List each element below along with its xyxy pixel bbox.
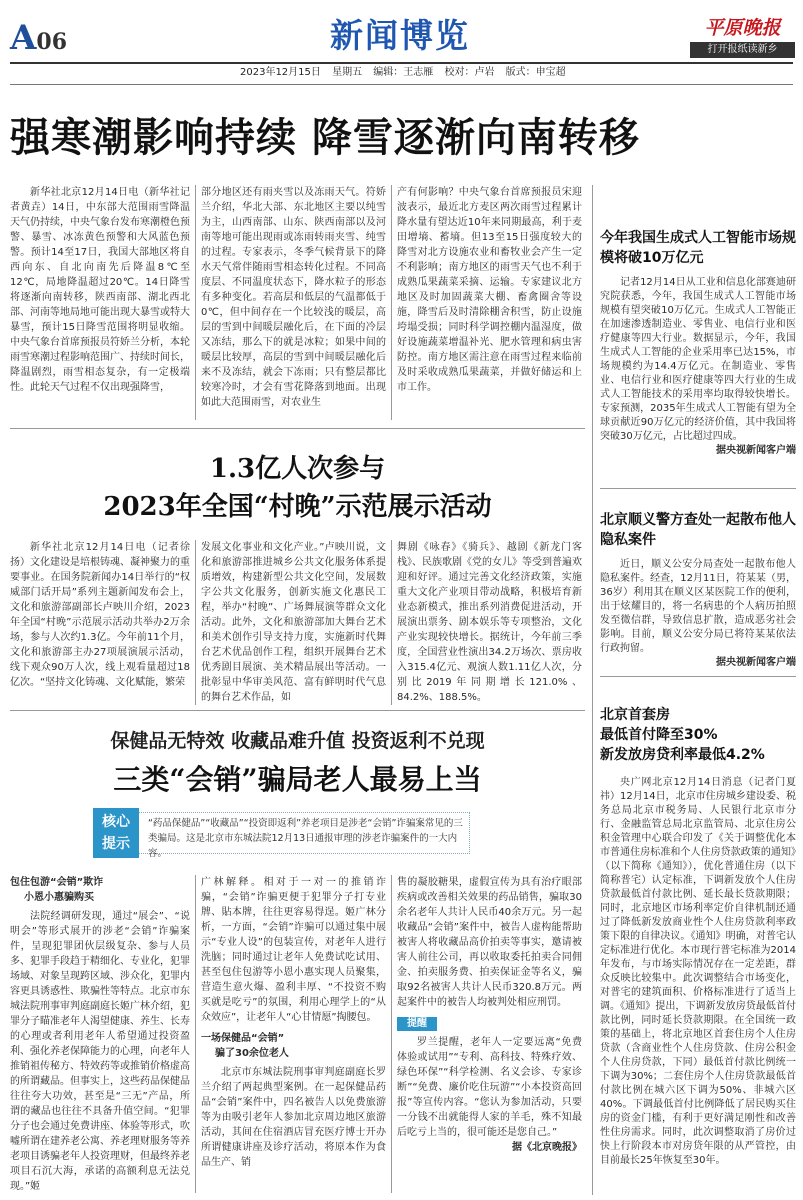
fraud-article-col-2: 广林解释。相对于一对一的推销诈骗，“会销”诈骗更便于犯罪分子打专业牌、貼本牌，往往更容易得逞。姬广林分析，一方面，“会销”诈骗可以通过集中展示“专业人设”的包装宣传，对老年人进行洗脑；同时通过让老年人免费试吃试用、甚至包住包游等小恩小惠实现人员聚集，营造生意火爆、盈利丰厚、“不投资不购买就是吃亏”的氛围，利用心理学上的“从众效应”，让老年人“心甘情愿”掏腰包。 一场保健品“会销” 骗了30余位老人 北京市东城法院刑事审判庭副庭长罗兰介绍了两起典型案例。在一起保健品药品“会销”案件中，四名被告人以免费旅游等为由吸引老年人参加北京周边地区旅游活动，其间在住宿酒店冒充医疗博士开办所谓健康讲座及诊疗活动，将原本作为食品生产、销 <box>201 877 386 1168</box>
ai-market-credit: 据央视新闻客户端 <box>716 445 796 456</box>
issue-date: 2023年12月15日 <box>240 67 321 78</box>
page-number: A06 <box>10 18 68 58</box>
core-tip-label: 核心 提示 <box>93 808 139 858</box>
fraud-article-col-3: 售的凝胶糖果，虚假宣传为具有治疗眼部疾病或改善相关效果的药品销售，骗取30余名老年人共计人民币40余万元。另一起收藏品“会销”案件中，被告人虚构能帮助被害人将收藏品高价拍卖等事实，邀请被害人前往公司，再以收取委托拍卖合同佣金、拍卖服务费、拍卖保证金等名义，骗取92名被害人共计人民币320.8万元。两起案件中的被告人均被判处相应刑罚。 提醒 罗兰提醒，老年人一定要远离“免费体验或试用”“专利、高科技、特殊疗效、绿色环保”“科学检测、名义会诊、专家诊断”“免费、廉价吃住玩游”“小本投资高回报”等宣传内容。“您认为参加活动，只要一分钱不出就能得人家的羊毛，殊不知最后吃亏上当的，很可能还是您自己。” 据《北京晚报》 <box>397 877 582 1153</box>
fraud-subhead-4: 骗了30余位老人 <box>215 1048 289 1059</box>
housing-body: 央广网北京12月14日消息（记者门夏祎）12月14日，北京市住房城乡建设委、税务总局北京市税务局、人民银行北京市分行、金融监管总局北京监管局、北京住房公积金管理中心联合印发了《关于调整优化本市普通住房标准和个人住房贷款政策的通知》（以下简称《通知》），优化普通住房（以下简称普宅）认定标准，下调新发放个人住房贷款最低首付款比例、延长最长贷款期限；同时，北京地区市场利率定价自律机制还通过了降低新发放商业性个人住房贷款利率政策下限的自律决议。《通知》明确，对普宅认定标准进行优化。本市现行普宅标准为2014年发布，与市场实际情况存在一定差距，群众反映比较集中。此次调整结合市场变化，对普宅的建筑面积、价格标准进行了适当上调。《通知》提出，下调新发放房贷最低首付款比例，同时延长贷款期限。在全国统一政策的基础上，将北京地区首套住房个人住房贷款（含商业性个人住房贷款、住房公积金个人住房贷款，下同）最低首付款比例统一下调为30%；二套住房个人住房贷款最低首付款比例在城六区下调为50%、非城六区40%。下调最低首付比例降低了居民购买住房的资金门槛，有利于更好满足刚性和改善性住房需求。同时，此次调整取消了房价过快上行阶段本市对房贷年限的从严管控，由目前最长25年恢复至30年。 <box>600 777 796 1166</box>
police-credit: 据央视新闻客户端 <box>716 657 796 668</box>
fraud-title: 三类“会销”骗局老人最易上当 <box>113 763 482 796</box>
fraud-subhead-2: 小恩小惠骗购买 <box>24 892 94 903</box>
village-title-line-1: 1.3亿人次参与 <box>209 454 386 484</box>
sidebar-rule <box>600 488 796 489</box>
issue-weekday: 星期五 <box>332 67 363 78</box>
ai-market-body: 记者12月14日从工业和信息化部赛迪研究院获悉，今年，我国生成式人工智能市场规模有望突破10万亿元。生成式人工智能正在加速渗透制造业、零售业、电信行业和医疗健康等四大行业。数据显示，今年，我国生成式人工智能的企业采用率已达15%，市场规模约为14.4万亿元。在制造业、零售业、电信行业和医疗健康等四大行业的生成式人工智能技术的采用率均取得较快增长。专家预测，2035年生成式人工智能有望为全球贡献近90万亿元的经济价值，其中我国将突破30万亿元，占比超过四成。 据央视新闻客户端 <box>600 277 796 456</box>
village-article-col-2: 发展文化事业和文化产业。”卢映川说，文化和旅游部推进城乡公共文化服务体系提质增效，构建新型公共文化空间，发展数字公共文化服务，创新实施文化惠民工程，举办“村晚”、广场舞展演等群众文化活动。此外，文化和旅游部加大舞台艺术和美术创作引导支持力度，实施新时代舞台艺术优品创作工程，组织开展舞台艺术优秀剧目展演、美术精品展出等活动。一批彰显中华审美风范、富有鲜明时代气息的舞台艺术作品，如 <box>201 542 386 703</box>
fraud-credit: 据《北京晚报》 <box>512 1142 582 1153</box>
dateline <box>240 66 574 80</box>
tip-label-row <box>397 1016 582 1031</box>
fraud-subhead-3: 一场保健品“会销” <box>201 1033 285 1044</box>
proofreader-credit: 校对：卢岩 <box>444 67 495 78</box>
editor-credit: 编辑：王志雁 <box>373 67 434 78</box>
sidebar-rule <box>600 676 796 677</box>
police-body: 近日，顺义公安分局查处一起散布他人隐私案件。经查，12月11日，符某某（男，36岁）利用其在顺义区某医院工作的便利，出于炫耀目的，将一名病患的个人病历拍照发至微信群，导致信息扩散，造成恶劣社会影响。目前，顺义公安分局已将符某某依法行政拘留。 据央视新闻客户端 <box>600 559 796 668</box>
main-headline: 强寒潮影响持续 降雪逐渐向南转移 <box>10 114 640 161</box>
section-title: 新闻博览 <box>330 16 470 55</box>
section-divider <box>10 710 585 711</box>
ai-market-title: 今年我国生成式人工智能市场规模将破10万亿元 <box>600 230 796 266</box>
section-divider <box>10 428 585 429</box>
column-divider <box>195 185 196 420</box>
newspaper-logo <box>690 16 795 58</box>
village-article-col-3: 舞剧《咏春》《骑兵》、越剧《新龙门客栈》、民族歌剧《党的女儿》等受到普遍欢迎和好评。通过完善文化经济政策，实施重大文化产业项目带动战略，积极培育新业态新模式，推出系列消费促进活动，开展演出票务、剧本娱乐等专项整治，文化产业实现较快增长。据统计，今年前三季度，全国营业性演出34.2万场次、票房收入315.4亿元、观演人数1.11亿人次，分别比2019年同期增长121.0%、84.2%、188.5%。 <box>397 542 582 703</box>
fraud-kicker: 保健品无特效 收藏品难升值 投资返利不兑现 <box>110 730 485 752</box>
column-divider <box>195 875 196 1193</box>
sidebar-divider <box>592 185 593 1195</box>
police-title: 北京顺义警方查处一起散布他人隐私案件 <box>600 512 796 548</box>
masthead-rule-thin <box>10 84 793 85</box>
masthead-rule <box>10 62 793 64</box>
designer-credit: 版式：申宝超 <box>505 67 566 78</box>
column-divider <box>195 540 196 705</box>
weather-article-col-1: 新华社北京12月14日电（新华社记者黄垚）14日，中东部大范围雨雪降温天气仍持续，中央气象台发布寒潮橙色预警、暴雪、冰冻黄色预警和大风蓝色预警。预计14至17日，我国大部地区将自西向东、自北向南先后降温8℃至12℃，局地降温超过20℃。14日降雪将逐渐向南转移，陕西南部、湖北西北部、河南等地局地可能出现大暴雪或特大暴雪，预计15日降雪范围将明显收缩。中央气象台首席预报员符娇兰分析，本轮雨雪寒潮过程影响范围广、持续时间长，降温剧烈，雨雪相态复杂，有一定极端性。此轮天气过程不仅出现强降雪， <box>10 187 190 393</box>
weather-article-col-2: 部分地区还有雨夹雪以及冻雨天气。符娇兰介绍，华北大部、东北地区主要以纯雪为主，山西南部、山东、陕西南部以及河南等地可能出现雨或冻雨转雨夹雪、纯雪的过程。专家表示，冬季气候背景下的降水天气常伴随雨雪相态转化过程。不同高度层、不同温度状态下，降水粒子的形态有多种变化。若高层和低层的气温都低于0℃，但中间存在一个比较浅的暖层，高层的雪到中间暖层融化后，在下面的冷层又冻结，那么下的就是冰粒；如果中间的暖层比较厚，高层的雪到中间暖层融化后来不及冻结，就会下冻雨；只有整层都比较寒冷时，才会有雪花降落到地面。出现如此大范围雨雪，对农业生 <box>201 187 386 408</box>
logo-name: 平原晚报 <box>704 17 781 39</box>
fraud-article-col-1: 包住包游“会销”欺诈 小恩小惠骗购买 法院经调研发现，通过“展会”、“说明会”等形式展开的涉老“会销”诈骗案件，呈现犯罪团伙层级复杂、参与人员多、犯罪手段趋于精细化、专业化，犯罪场域、对象呈现跨区域、涉众化，犯罪内容更具诱惑性、欺骗性等特点。北京市东城法院刑事审判庭副庭长姬广林介绍，犯罪分子瞄准老年人渴望健康、养生、长寿的心理或者利用老年人希望通过投资盈利、强化养老保障能力的心理，向老年人推销祖传秘方、特效药等或推销价格虚高的所谓藏品。但事实上，这些药品保健品往往夸大功效，甚至是“三无”产品，所谓的藏品也往往不具备升值空间。“犯罪分子也会通过免费讲座、体验等形式，吹嘘所谓在建养老公寓、养老理财服务等养老项目诱骗老年人投资理财，但最终养老项目石沉大海，承诺的高额利息无法兑现。”姬 <box>10 877 190 1192</box>
column-divider <box>391 185 392 420</box>
column-divider <box>391 540 392 705</box>
housing-title-line-1: 北京首套房 <box>600 707 670 723</box>
weather-article-col-3: 产有何影响？中央气象台首席预报员宋迎波表示，最近北方麦区两次雨雪过程累计降水量有望达近10年来同期最高，利于麦田增墒、蓄墒。但13至15日强度较大的降雪对北方设施农业和畜牧业会产生一定不利影响；南方地区的雨雪天气也不利于成熟瓜果蔬菜采摘、运输。专家建议北方地区及时加固蔬菜大棚、畜禽圈舍等设施，降雪后及时清除棚舍积雪，防止设施垮塌受损；同时科学调控棚内温湿度，做好设施蔬菜增温补光、肥水管理和病虫害防控。南方地区需注意在雨雪过程来临前及时采收成熟瓜果蔬菜，并做好储运和上市工作。 <box>397 187 582 393</box>
housing-title-line-2: 最低首付降至30% <box>600 727 718 743</box>
fraud-subhead-1: 包住包游“会销”欺诈 <box>10 877 104 888</box>
core-tip-box <box>95 812 470 859</box>
core-tip-text: “药品保健品”“收藏品”“投资即返利”养老项目是涉老“会销”诈骗案常见的三类骗局。这是北京市东城法院12月13日通报审理的涉老诈骗案件的一大内容。 <box>148 818 463 859</box>
village-article-col-1: 新华社北京12月14日电（记者徐扬）文化建设是培根铸魂、凝神聚力的重要事业。在国务院新闻办14日举行的“权威部门话开局”系列主题新闻发布会上，文化和旅游部副部长卢映川介绍，2023年全国“村晚”示范展示活动共举办2万余场，参与人次约1.3亿。今年前11个月，文化和旅游部主办27项展演展示活动，线下观众90万人次，线上观看量超过18亿次。“坚持文化铸魂、文化赋能，繁荣 <box>10 542 190 688</box>
column-divider <box>391 875 392 1193</box>
housing-title-line-3: 新发放房贷利率最低4.2% <box>600 747 765 763</box>
village-title-line-2: 2023年全国“村晚”示范展示活动 <box>103 492 492 522</box>
tip-label: 提醒 <box>397 1017 437 1031</box>
logo-slogan: 打开报纸读新乡 <box>690 42 795 58</box>
